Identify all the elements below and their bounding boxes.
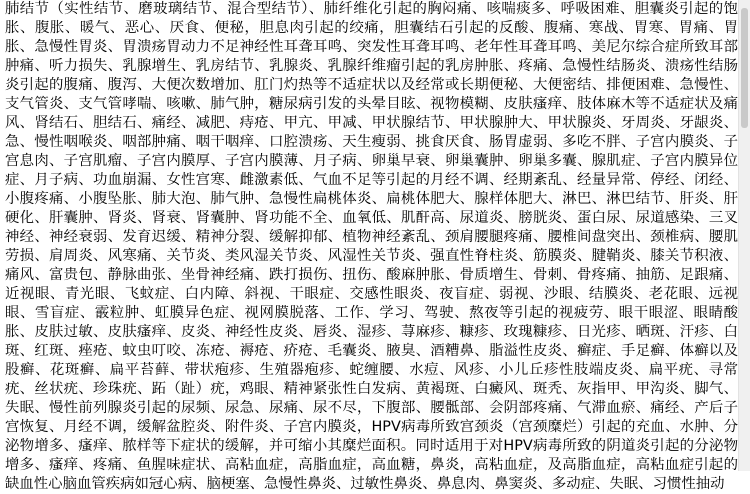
vertical-scrollbar[interactable] [738,0,750,471]
scrollbar-thumb[interactable] [741,8,748,128]
symptom-list-paragraph: 肺结节（实性结节、磨玻璃结节、混合型结节）、肺纤维化引起的胸闷痛、咳喘痰多、呼吸困难、胆囊炎引起的饱胀、腹胀、暖气、恶心、厌食、便秘，胆息肉引起的绞痛，胆囊结石引起的反酸、腹痛、寒战、胃寒、胃痛、胃胀、急慢性胃炎、胃溃疡胃动力不足神经性耳聋耳鸣、突发性耳聋耳鸣、老年性耳聋耳鸣、美尼尔综合症所致耳部肿痛、听力损失、乳腺增生、乳房结节、乳腺炎、乳腺纤维瘤引起的乳房肿胀、疼痛、急慢性结肠炎、溃疡性结肠炎引起的腹痛、腹泻、大便次数增加、肛门灼热等不适症状以及经常或长期便秘、大便密结、排便困难、急慢性、支气管炎、支气管哮喘、咳嗽、肺气肿，糖尿病引发的头晕目眩、视物模糊、皮肤瘙痒、肢体麻木等不适症状及痛风、肾结石、胆结石、痛经、减肥、痔疮、甲亢、甲减、甲状腺结节、甲状腺肿大、甲状腺炎、牙周炎、牙龈炎、急、慢性咽喉炎、咽部肿痛、咽干咽痒、口腔溃疡、天生瘦弱、挑食厌食、肠胃虚弱、多吃不胖、子宫内膜炎、子宫息肉、子宫肌瘤、子宫内膜厚、子宫内膜薄、月子病、卵巢早衰、卵巢囊肿、卵巢多囊、腺肌症、子宫内膜异位症、月子病、功血崩漏、女性宫寒、雌激素低、气血不足等引起的月经不调、经期紊乱、经量异常、停经、闭经、小腹疼痛、小腹坠胀、肺大泡、肺气肿、急慢性扁桃体炎、扁桃体肥大、腺样体肥大、淋巴、淋巴结节、肝炎、肝硬化、肝囊肿、肾炎、肾衰、肾囊肿、肾功能不全、血氧低、肌酐高、尿道炎、膀胱炎、蛋白尿、尿道感染、三叉神经、神经衰弱、发育迟缓、精神分裂、缓解抑郁、植物神经紊乱、颈肩腰腿疼痛、腰椎间盘突出、颈椎病、腰肌劳损、肩周炎、风寒痛、关节炎、类风湿关节炎、风湿性关节炎、强直性脊柱炎、筋膜炎、腱鞘炎、膝关节积液、痛风、富贵包、静脉曲张、坐骨神经痛、跌打损伤、扭伤、酸麻肿胀、骨质增生、骨刺、骨疼痛、抽筋、足跟痛、近视眼、青光眼、飞蚊症、白内障、斜视、干眼症、交感性眼炎、夜盲症、弱视、沙眼、结膜炎、老花眼、远视眼、雪盲症、霰粒肿、虹膜异色症、视网膜脱落、工作、学习、驾驶、熬夜等引起的视疲劳、眼干眼涩、眼睛酸胀、皮肤过敏、皮肤瘙痒、皮炎、神经性皮炎、唇炎、湿疹、荨麻疹、糠疹、玫瑰糠疹、日光疹、晒斑、汗疹、白斑、红斑、痤疮、蚊虫叮咬、冻疮、褥疮、疥疮、毛囊炎、腋臭、酒糟鼻、脂溢性皮炎、癣症、手足癣、体癣以及股癣、花斑癣、扁平苔藓、带状疱疹、生殖器疱疹、蛇缠腰、水痘、风疹、小儿丘疹性肢端皮炎、扁平疣、寻常疣、丝状疣、珍珠疣、跖（趾）疣，鸡眼、精神紧张性白发病、黄褐斑、白癜风、斑秃、灰指甲、甲沟炎、脚气、失眠、慢性前列腺炎引起的尿频、尿急、尿痛、尿不尽，下腹部、腰骶部、会阴部疼痛、气滞血瘀、痛经、产后子宫恢复、月经不调，缓解盆腔炎、附件炎、子宫内膜炎，HPV病毒所致宫颈炎（宫颈糜烂）引起的充血、水肿、分泌物增多、瘙痒、脓样等下症状的缓解，并可缩小其糜烂面积。同时适用于对HPV病毒所致的阴道炎引起的分泌物增多、瘙痒、疼痛、鱼腥味症状、高粘血症，高脂血症，高血糖，鼻炎，高粘血症，及高脂血症，高粘血症引起的缺血性心脑血管疾病如冠心病、脑梗塞、急慢性鼻炎、过敏性鼻炎、鼻息肉、鼻窦炎、多动症、失眠、习惯性抽动 [5,1,738,492]
